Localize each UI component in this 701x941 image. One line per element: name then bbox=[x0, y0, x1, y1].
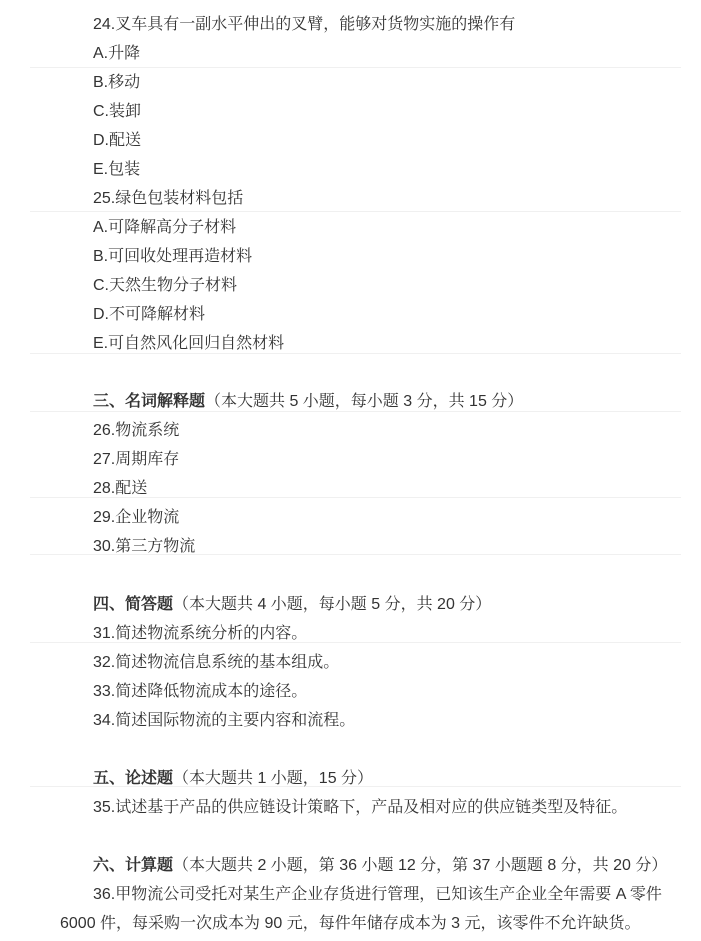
section-5-note: （本大题共 1 小题，15 分） bbox=[173, 770, 374, 787]
question-31: 31.简述物流系统分析的内容。 bbox=[93, 625, 308, 642]
question-24-option-b: B.移动 bbox=[93, 74, 141, 91]
question-32: 32.简述物流信息系统的基本组成。 bbox=[93, 654, 340, 671]
question-36-line-1: 36.甲物流公司受托对某生产企业存货进行管理，已知该生产企业全年需要 A 零件 bbox=[93, 886, 662, 903]
section-3-note: （本大题共 5 小题，每小题 3 分，共 15 分） bbox=[205, 393, 524, 410]
question-25-stem: 25.绿色包装材料包括 bbox=[93, 190, 244, 207]
question-26: 26.物流系统 bbox=[93, 422, 180, 439]
question-28: 28.配送 bbox=[93, 480, 148, 497]
question-25-option-d: D.不可降解材料 bbox=[93, 306, 206, 323]
question-33: 33.简述降低物流成本的途径。 bbox=[93, 683, 308, 700]
question-25-option-b: B.可回收处理再造材料 bbox=[93, 248, 253, 265]
question-35: 35.试述基于产品的供应链设计策略下，产品及相对应的供应链类型及特征。 bbox=[93, 799, 628, 816]
section-3-title: 三、名词解释题 bbox=[93, 393, 206, 410]
section-4-note: （本大题共 4 小题，每小题 5 分，共 20 分） bbox=[173, 596, 492, 613]
section-5-title: 五、论述题 bbox=[93, 770, 174, 787]
section-4-title: 四、简答题 bbox=[93, 596, 174, 613]
question-24-option-c: C.装卸 bbox=[93, 103, 142, 120]
section-6-note: （本大题共 2 小题，第 36 小题 12 分，第 37 小题题 8 分，共 20 分） bbox=[173, 857, 668, 874]
question-27: 27.周期库存 bbox=[93, 451, 180, 468]
section-4-heading bbox=[60, 590, 661, 619]
question-24-option-e: E.包装 bbox=[93, 161, 141, 178]
section-6-title: 六、计算题 bbox=[93, 857, 174, 874]
question-34: 34.简述国际物流的主要内容和流程。 bbox=[93, 712, 356, 729]
question-30: 30.第三方物流 bbox=[93, 538, 196, 555]
question-29: 29.企业物流 bbox=[93, 509, 180, 526]
question-25-option-c: C.天然生物分子材料 bbox=[93, 277, 238, 294]
question-36-line-2: 6000 件，每采购一次成本为 90 元，每件年储存成本为 3 元，该零件不允许缺货。 bbox=[60, 915, 641, 932]
section-3-heading bbox=[60, 387, 661, 416]
question-24-option-a: A.升降 bbox=[93, 45, 141, 62]
question-25-option-e: E.可自然风化回归自然材料 bbox=[93, 335, 285, 352]
section-6-heading bbox=[60, 851, 668, 880]
section-5-heading bbox=[60, 764, 661, 793]
question-24-option-d: D.配送 bbox=[93, 132, 142, 149]
question-25-option-a: A.可降解高分子材料 bbox=[93, 219, 237, 236]
question-24-stem: 24.叉车具有一副水平伸出的叉臂，能够对货物实施的操作有 bbox=[93, 16, 516, 33]
